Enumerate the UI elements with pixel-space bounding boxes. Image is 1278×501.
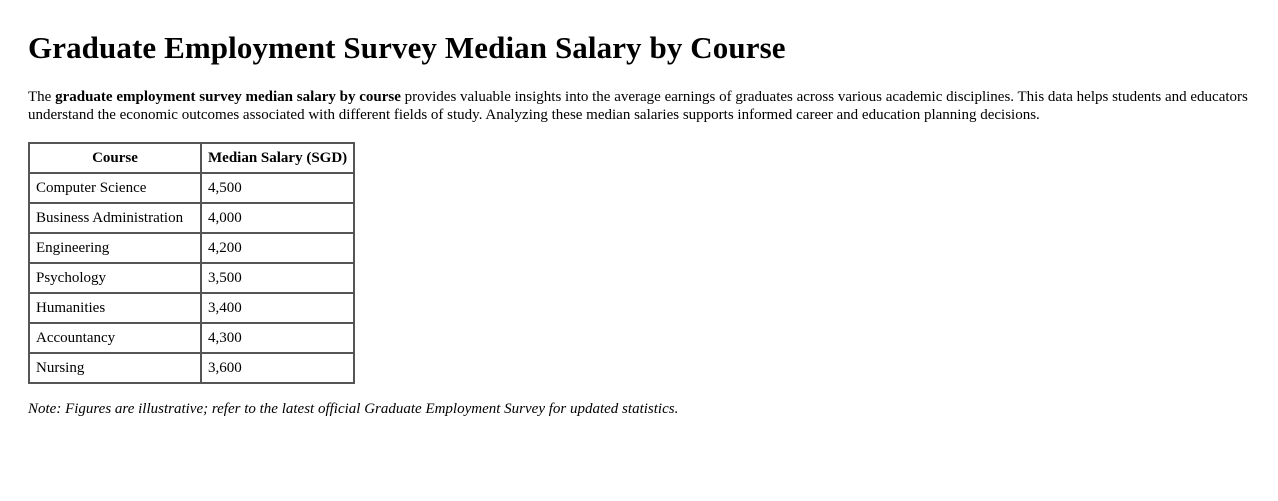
salary-cell: 3,600 — [201, 353, 354, 383]
table-header-row — [29, 143, 354, 173]
course-cell: Accountancy — [29, 323, 201, 353]
table-row — [29, 323, 354, 353]
course-cell: Psychology — [29, 263, 201, 293]
salary-cell: 4,500 — [201, 173, 354, 203]
course-cell: Nursing — [29, 353, 201, 383]
intro-text-before: The — [28, 89, 56, 105]
intro-paragraph — [28, 88, 1248, 124]
salary-column-header: Median Salary (SGD) — [201, 143, 354, 173]
salary-cell: 4,000 — [201, 203, 354, 233]
salary-cell: 3,400 — [201, 293, 354, 323]
footnote: Note: Figures are illustrative; refer to the latest official Graduate Employment Survey for updated statistics. — [28, 401, 679, 417]
intro-bold-phrase: graduate employment survey median salary by course — [55, 89, 401, 105]
course-column-header: Course — [29, 143, 201, 173]
salary-cell: 4,200 — [201, 233, 354, 263]
course-cell: Engineering — [29, 233, 201, 263]
course-cell: Humanities — [29, 293, 201, 323]
salary-table-body — [29, 173, 354, 383]
table-row — [29, 353, 354, 383]
page-title: Graduate Employment Survey Median Salary by Course — [28, 30, 786, 65]
table-row — [29, 203, 354, 233]
table-row — [29, 233, 354, 263]
table-row — [29, 263, 354, 293]
salary-table — [28, 142, 355, 384]
intro-text-after: provides valuable insights into the average earnings of graduates across various academic disciplines. This data helps students and educators understand the economic outcomes associated with different fields of study. Analyzing these median salaries supports informed career and education planning decisions. — [28, 89, 1248, 123]
table-row — [29, 293, 354, 323]
course-cell: Computer Science — [29, 173, 201, 203]
course-cell: Business Administration — [29, 203, 201, 233]
salary-cell: 3,500 — [201, 263, 354, 293]
salary-cell: 4,300 — [201, 323, 354, 353]
salary-table-head — [29, 143, 354, 173]
table-row — [29, 173, 354, 203]
